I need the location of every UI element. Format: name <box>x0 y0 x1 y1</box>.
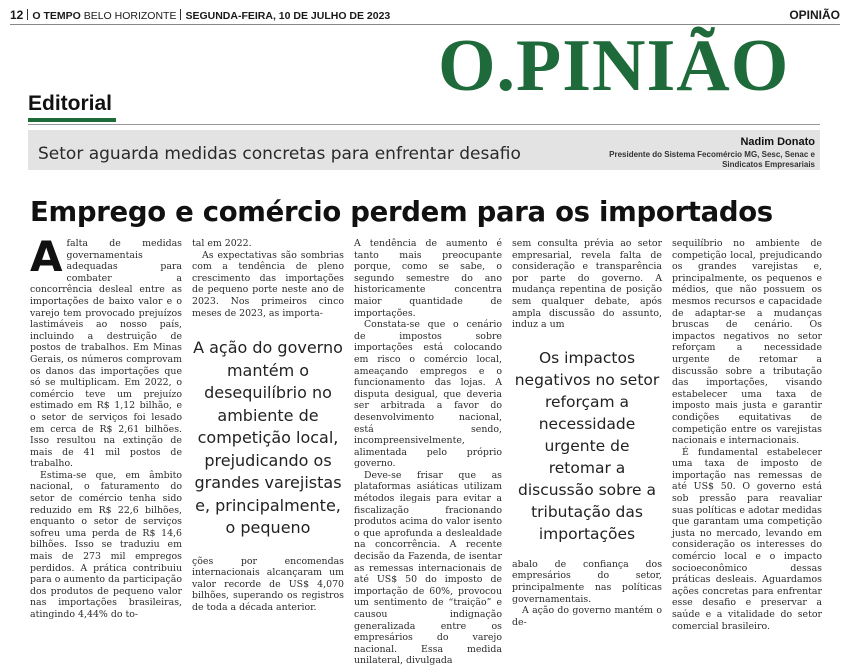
paragraph: sequilíbrio no ambiente de competição local, prejudicando os grandes varejistas e, principalmente, os pequenos e médios, que não possuem os mesmos recursos e capacidade de adaptar-se a mudanças bruscas de cenário. Os impactos negativos no setor reforçam a necessidade urgente de retomar a discussão sobre a tributação das importações, visando estabelecer uma taxa de imposto mais justa e garantir condições equitativas de competição entre os varejistas nacionais e internacionais. <box>672 238 822 447</box>
drop-cap: A <box>30 232 63 281</box>
paragraph: A tendência de aumento é tanto mais preocupante porque, como se sabe, o segundo semestre do ano historicamente concentra maior quantidade de importações. <box>354 238 502 319</box>
subhead: Setor aguarda medidas concretas para enfrentar desafio <box>38 144 521 164</box>
article-column-2 <box>192 238 344 614</box>
paragraph: Estima-se que, em âmbito nacional, o faturamento do setor de comércio tenha sido reduzido em R$ 22,6 bilhões, enquanto o setor de serviços sofreu uma perda de R$ 14,6 bilhões. Isso se traduziu em mais de 273 mil empregos perdidos. A prática contribuiu para o aumento da participação dos produtos de pequeno valor nas importações brasileiras, atingindo 4,44% do to- <box>30 469 182 620</box>
section-brand-logo: O.PINIÃO <box>438 25 790 107</box>
header-separator <box>27 9 28 20</box>
author-name: Nadim Donato <box>740 136 815 148</box>
header-section: OPINIÃO <box>789 8 840 22</box>
author-role: Presidente do Sistema Fecomércio MG, Sesc, Senac e Sindicatos Empresariais <box>609 150 815 169</box>
paragraph: ções por encomendas internacionais alcançaram um valor recorde de US$ 4,070 bilhões, superando os registros de toda a década anterior. <box>192 555 344 614</box>
article-column-5 <box>672 238 822 632</box>
paragraph: tal em 2022. <box>192 238 252 249</box>
pull-quote: A ação do governo mantém o desequilíbrio no ambiente de competição local, prejudicando os grandes varejistas e, principalmente, o pequeno <box>193 338 343 538</box>
editorial-underline <box>28 118 116 122</box>
pull-quote: Os impactos negativos no setor reforçam a necessidade urgente de retomar a discussão sobre a tributação das importações <box>514 348 660 543</box>
page-header-bar <box>10 8 840 24</box>
editorial-label: Editorial <box>28 92 113 115</box>
paragraph: Afalta de medidas governamentais adequadas para combater a concorrência desleal entre as importações de baixo valor e o varejo tem provocado prejuízos lastimáveis ao nosso país, incluindo a destruição de postos de trabalhos. Em Minas Gerais, os números comprovam os danos das importações que só se multiplicam. Em 2022, o comércio teve um prejuízo estimado em R$ 1,12 bilhão, e o setor de serviços foi lesado em cerca de R$ 2,61 bilhões. Isso resultou na extinção de mais de 41 mil postos de trabalho. <box>30 232 182 470</box>
page-number: 12 <box>10 8 24 22</box>
header-date: SEGUNDA-FEIRA, 10 DE JULHO DE 2023 <box>185 10 391 22</box>
section-divider <box>28 124 820 125</box>
article-column-4 <box>512 238 662 628</box>
paragraph: abalo de confiança dos empresários do setor, principalmente nas políticas governamentais. <box>512 558 662 605</box>
paragraph: É fundamental estabelecer uma taxa de imposto de importação nas remessas de até US$ 50. O governo está sob pressão para reavaliar suas políticas e adotar medidas que garantam uma competição justa no mercado, levando em consideração os interesses do comércio local e o impacto socioeconômico dessas práticas desleais. Aguardamos ações concretas para enfrentar esse desafio e preservar a saúde e a vitalidade do setor comercial brasileiro. <box>672 446 822 632</box>
paragraph: sem consulta prévia ao setor empresarial, revela falta de consideração e transparência por parte do governo. A mudança repentina de posição sem qualquer debate, após ampla discussão do assunto, induz a um <box>512 238 662 331</box>
paragraph: Constata-se que o cenário de impostos sobre importações está colocando em risco o comércio local, ameaçando empregos e o funcionamento das lojas. A disputa desigual, que deveria ser arbitrada a favor do desenvolvimento nacional, está sendo, incompreensivelmente, alimentada pelo próprio governo. <box>354 319 502 470</box>
header-city: BELO HORIZONTE <box>83 10 177 22</box>
paragraph: A ação do governo mantém o de- <box>512 605 662 628</box>
newspaper-name: O TEMPO <box>32 10 81 22</box>
article-column-3 <box>354 238 502 667</box>
article-column-1 <box>30 232 182 621</box>
article-headline: Emprego e comércio perdem para os importados <box>30 196 773 228</box>
paragraph: Deve-se frisar que as plataformas asiáticas utilizam métodos ilegais para evitar a fiscalização fracionando produtos acima do valor isento o que aprofunda a deslealdade na concorrência. A recente decisão da Fazenda, de isentar as remessas internacionais de até US$ 50 do imposto de importação de 60%, provocou um sentimento de “traição” e causou indignação generalizada entre os empresários do varejo nacional. Essa medida unilateral, divulgada <box>354 469 502 667</box>
header-separator <box>180 9 181 20</box>
paragraph: As expectativas são sombrias com a tendência de pleno crescimento das importações de pequeno porte neste ano de 2023. Nos primeiros cinco meses de 2023, as importa- <box>192 249 344 319</box>
